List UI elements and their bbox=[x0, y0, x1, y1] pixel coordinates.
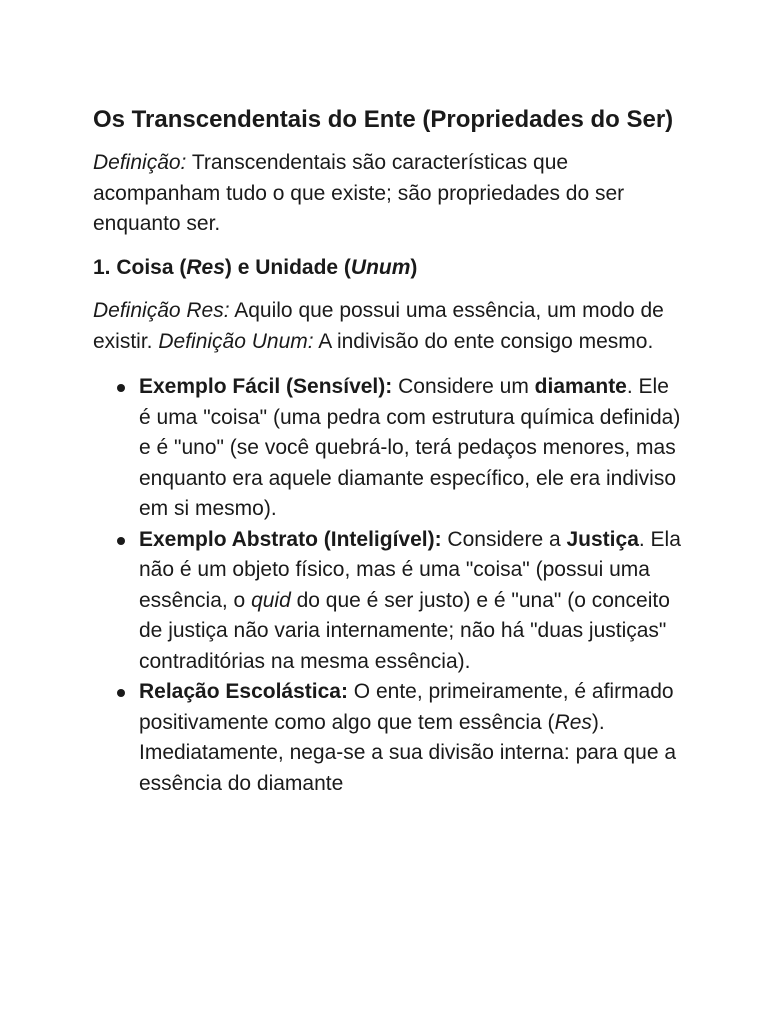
bullet-icon bbox=[117, 689, 125, 697]
list-item-text: ). Imediatamente, nega-se a sua divisão interna: para que a essência do diamante bbox=[139, 710, 677, 795]
list-item-text: . Ele é uma "coisa" (uma pedra com estrutura química definida) e é "uno" (se você quebrá-lo, terá pedaços menores, mas enquanto era aquele diamante específico, ele era indiviso em si mesmo). bbox=[139, 375, 681, 520]
section-definitions bbox=[93, 296, 683, 357]
list-item-emphasis: diamante bbox=[534, 375, 627, 398]
def-unum-text: A indivisão do ente consigo mesmo. bbox=[313, 329, 654, 353]
list-item-label: Exemplo Fácil (Sensível): bbox=[139, 375, 393, 398]
section-heading-unum: Unum bbox=[350, 255, 411, 279]
list-item-italic: quid bbox=[251, 588, 291, 612]
intro-definition bbox=[93, 148, 683, 240]
list-item bbox=[93, 677, 683, 799]
document-page bbox=[93, 103, 683, 799]
section-heading bbox=[93, 253, 683, 284]
def-unum-label: Definição Unum: bbox=[158, 329, 314, 353]
list-item-italic: Res bbox=[554, 710, 592, 734]
definition-text: Transcendentais são características que acompanham tudo o que existe; são propriedades do ser enquanto ser. bbox=[93, 151, 625, 235]
section-heading-part: ) e Unidade ( bbox=[224, 255, 351, 279]
list-item-text: do que é ser justo) e é "una" (o conceito de justiça não varia internamente; não há "duas justiças" contraditórias na mesma essência). bbox=[139, 588, 670, 673]
list-item bbox=[93, 372, 683, 525]
list-item-text: . Ela não é um objeto físico, mas é uma "coisa" (possui uma essência, o bbox=[139, 527, 681, 612]
section-heading-part: ) bbox=[410, 255, 418, 279]
list-item-text: O ente, primeiramente, é afirmado positivamente como algo que tem essência ( bbox=[139, 680, 674, 734]
definition-label: Definição: bbox=[93, 151, 187, 174]
example-list bbox=[93, 372, 683, 799]
list-item-label: Exemplo Abstrato (Inteligível): bbox=[139, 527, 442, 551]
section-heading-res: Res bbox=[186, 255, 225, 279]
page-title: Os Transcendentais do Ente (Propriedades do Ser) bbox=[93, 106, 674, 133]
def-res-label: Definição Res: bbox=[93, 299, 230, 322]
list-item-label: Relação Escolástica: bbox=[139, 680, 348, 703]
list-item-emphasis: Justiça bbox=[566, 527, 639, 551]
list-item-text: Considere um bbox=[392, 375, 535, 398]
def-res-text: Aquilo que possui uma essência, um modo de existir. bbox=[93, 299, 664, 353]
bullet-icon bbox=[117, 384, 125, 392]
section-heading-part: 1. Coisa ( bbox=[93, 255, 187, 279]
bullet-icon bbox=[117, 537, 125, 545]
list-item bbox=[93, 525, 683, 678]
list-item-text: Considere a bbox=[441, 527, 567, 551]
